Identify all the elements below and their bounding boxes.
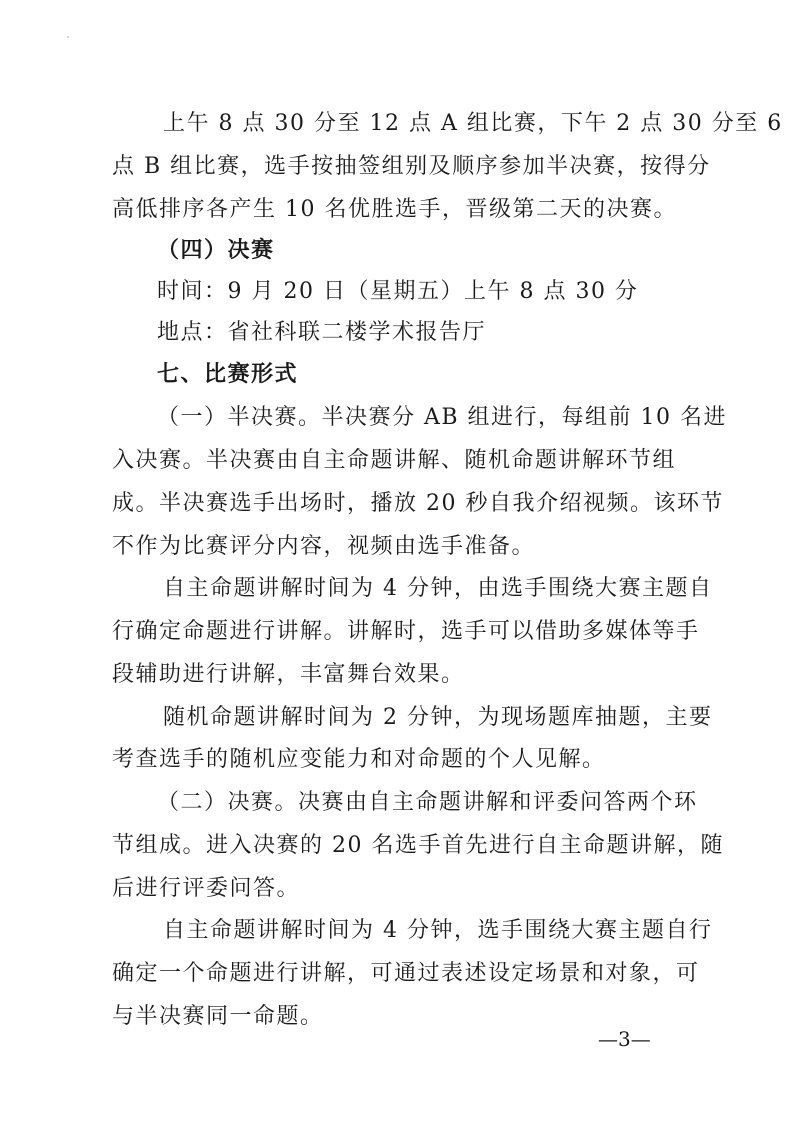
paragraph-line: 考查选手的随机应变能力和对命题的个人见解。 xyxy=(112,747,606,772)
page-number: —3— xyxy=(598,1027,651,1051)
paragraph-line: 入决赛。半决赛由自主命题讲解、随机命题讲解环节组 xyxy=(112,448,677,473)
paragraph-line: 成。半决赛选手出场时，播放 20 秒自我介绍视频。该环节 xyxy=(112,491,724,516)
paragraph-line: 不作为比赛评分内容，视频由选手准备。 xyxy=(112,534,536,559)
section-heading-format: 七、比赛形式 xyxy=(157,362,299,387)
info-time: 时间：9 月 20 日（星期五）上午 8 点 30 分 xyxy=(157,279,639,304)
paragraph-line: 随机命题讲解时间为 2 分钟，为现场题库抽题，主要 xyxy=(163,705,713,730)
paragraph-line: 行确定命题进行讲解。讲解时，选手可以借助多媒体等手 xyxy=(112,619,700,644)
scan-speck xyxy=(67,36,69,38)
paragraph-line: 节组成。进入决赛的 20 名选手首先进行自主命题讲解，随 xyxy=(112,833,724,858)
info-location: 地点：省社科联二楼学术报告厅 xyxy=(157,320,487,345)
paragraph-line: 确定一个命题进行讲解，可通过表述设定场景和对象，可 xyxy=(112,961,700,986)
paragraph-line: 后进行评委问答。 xyxy=(112,876,301,901)
paragraph-line: 上午 8 点 30 分至 12 点 A 组比赛，下午 2 点 30 分至 6 xyxy=(163,111,783,136)
section-heading-final: （四）决赛 xyxy=(157,238,275,263)
paragraph-line: 与半决赛同一命题。 xyxy=(112,1004,324,1029)
paragraph-line: （一）半决赛。半决赛分 AB 组进行，每组前 10 名进 xyxy=(157,405,728,430)
paragraph-line: 段辅助进行讲解，丰富舞台效果。 xyxy=(112,662,465,687)
paragraph-line: 自主命题讲解时间为 4 分钟，选手围绕大赛主题自行 xyxy=(163,918,713,943)
paragraph-line: （二）决赛。决赛由自主命题讲解和评委问答两个环 xyxy=(157,790,698,815)
paragraph-line: 高低排序各产生 10 名优胜选手，晋级第二天的决赛。 xyxy=(112,197,677,222)
paragraph-line: 自主命题讲解时间为 4 分钟，由选手围绕大赛主题自 xyxy=(163,576,713,601)
paragraph-line: 点 B 组比赛，选手按抽签组别及顺序参加半决赛，按得分 xyxy=(112,154,711,179)
